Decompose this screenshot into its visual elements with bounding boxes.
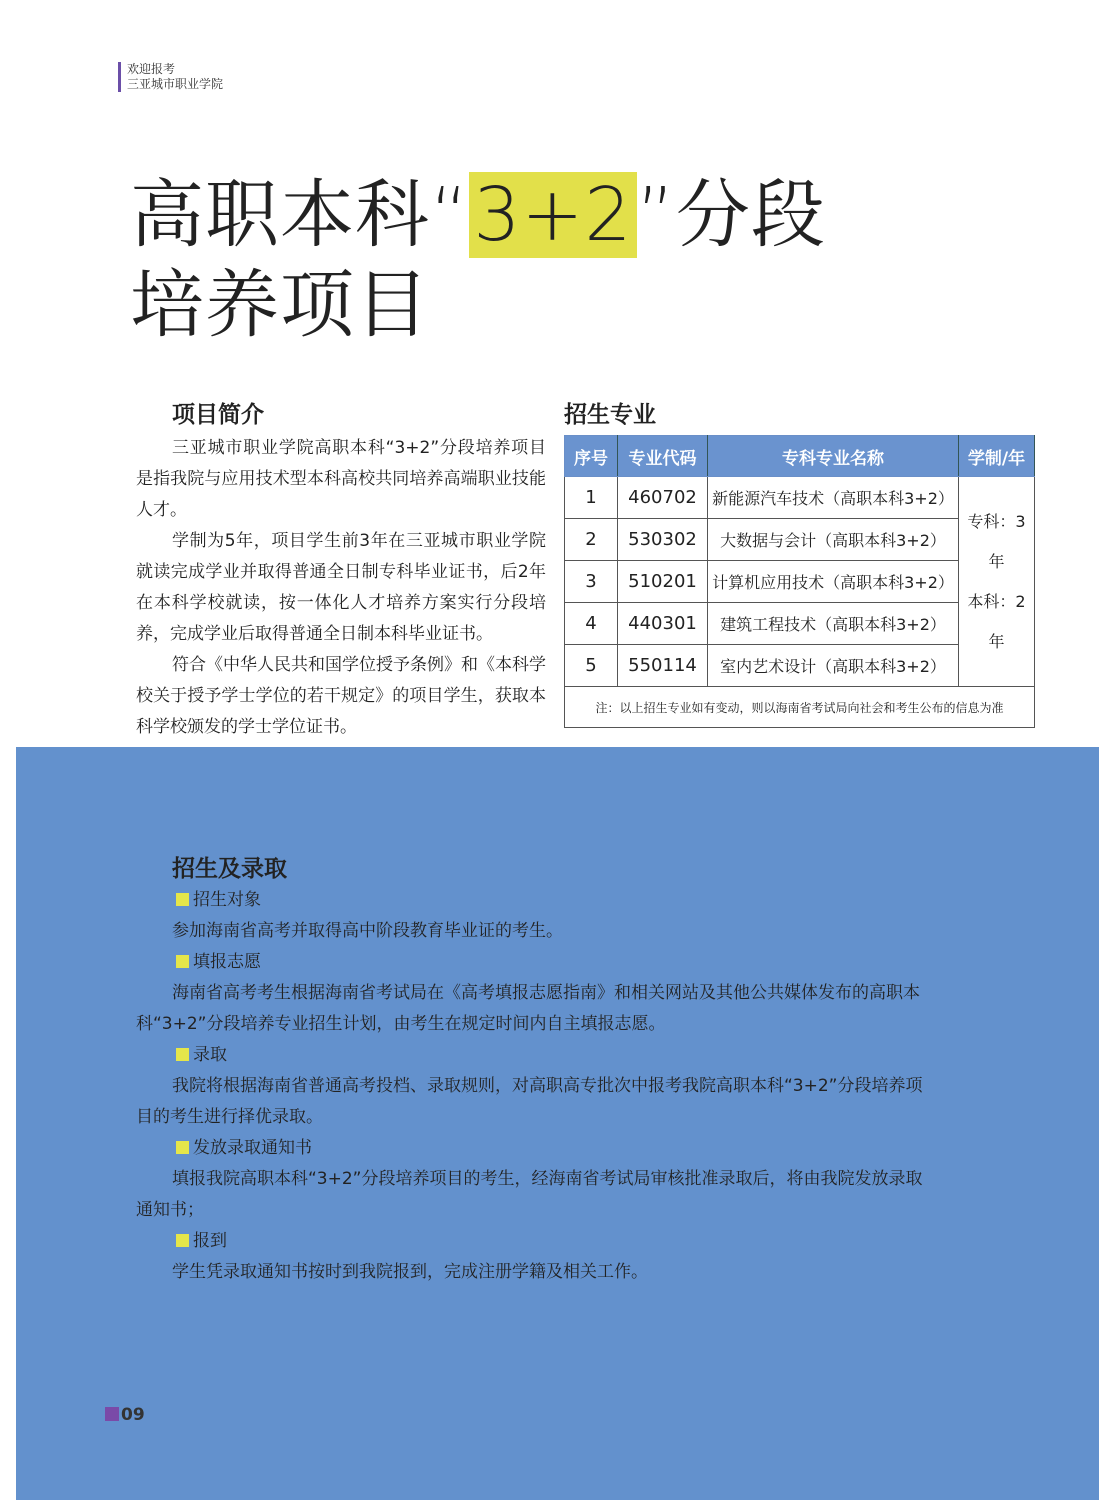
yellow-square-icon	[176, 1234, 189, 1247]
yellow-square-icon	[176, 955, 189, 968]
majors-heading: 招生专业	[564, 402, 656, 428]
table-header	[565, 436, 1035, 477]
duration-cell	[959, 477, 1035, 687]
subsection-text: 学生凭录取通知书按时到我院报到，完成注册学籍及相关工作。	[172, 1262, 648, 1282]
intro-section	[136, 396, 546, 743]
table-note: 注：以上招生专业如有变动，则以海南省考试局向社会和考生公布的信息为准	[565, 687, 1035, 728]
majors-table	[564, 435, 1035, 728]
duration-benke: 本科：2年	[967, 591, 1026, 651]
admission-heading: 招生及录取	[172, 856, 287, 882]
subsection-label: 发放录取通知书	[193, 1138, 312, 1158]
subsection-title	[176, 1133, 926, 1164]
brand-line2: 三亚城市职业学院	[127, 77, 224, 91]
table-row	[565, 477, 1035, 519]
yellow-square-icon	[176, 1048, 189, 1061]
subsection-text: 填报我院高职本科“3+2”分段培养项目的考生，经海南省考试局审核批准录取后，将由我院发放录取通知书；	[136, 1169, 923, 1220]
subsection-title	[176, 1226, 926, 1257]
cell: 4	[565, 603, 618, 645]
cell: 5	[565, 645, 618, 687]
subsection-label: 报到	[193, 1231, 227, 1251]
intro-heading: 项目简介	[172, 402, 264, 428]
subsection-text: 参加海南省高考并取得高中阶段教育毕业证的考生。	[172, 921, 563, 941]
title-part: 高职本科“	[130, 172, 470, 258]
purple-square-icon	[105, 1407, 119, 1421]
yellow-square-icon	[176, 1141, 189, 1154]
yellow-square-icon	[176, 893, 189, 906]
title-part: ”分段	[636, 172, 826, 258]
subsection-label: 录取	[193, 1045, 227, 1065]
col-header: 专业代码	[618, 436, 708, 477]
col-header: 专科专业名称	[708, 436, 959, 477]
col-header: 序号	[565, 436, 618, 477]
cell: 510201	[618, 561, 708, 603]
brand-line1: 欢迎报考	[127, 62, 176, 76]
cell: 室内艺术设计（高职本科3+2）	[708, 645, 959, 687]
subsection-text: 海南省高考考生根据海南省考试局在《高考填报志愿指南》和相关网站及其他公共媒体发布的高职本科“3+2”分段培养专业招生计划，由考生在规定时间内自主填报志愿。	[136, 983, 920, 1034]
cell: 550114	[618, 645, 708, 687]
duration-zhuanke: 专科：3年	[967, 511, 1026, 571]
subsection-title	[176, 947, 926, 978]
subsection-text: 我院将根据海南省普通高考投档、录取规则，对高职高专批次中报考我院高职本科“3+2”分段培养项目的考生进行择优录取。	[136, 1076, 923, 1127]
cell: 2	[565, 519, 618, 561]
cell: 460702	[618, 477, 708, 519]
subsection-title	[176, 885, 926, 916]
intro-paragraph: 学制为5年，项目学生前3年在三亚城市职业学院就读完成学业并取得普通全日制专科毕业证书，后2年在本科学校就读，按一体化人才培养方案实行分段培养，完成学业后取得普通全日制本科毕业证书。	[136, 531, 546, 644]
subsection-label: 招生对象	[193, 890, 261, 910]
majors-section	[564, 396, 1036, 728]
col-header: 学制/年	[959, 436, 1035, 477]
cell: 530302	[618, 519, 708, 561]
page-number-text: 09	[121, 1405, 145, 1425]
subsection-title	[176, 1040, 926, 1071]
cell: 大数据与会计（高职本科3+2）	[708, 519, 959, 561]
cell: 3	[565, 561, 618, 603]
cell: 440301	[618, 603, 708, 645]
intro-paragraph: 三亚城市职业学院高职本科“3+2”分段培养项目是指我院与应用技术型本科高校共同培养高端职业技能人才。	[136, 438, 546, 520]
title-line2: 培养项目	[130, 262, 430, 348]
subsection-label: 填报志愿	[193, 952, 261, 972]
page-number	[105, 1405, 145, 1425]
table-note-row	[565, 687, 1035, 728]
intro-paragraph: 符合《中华人民共和国学位授予条例》和《本科学校关于授予学士学位的若干规定》的项目学生，获取本科学校颁发的学士学位证书。	[136, 655, 546, 737]
title-highlight: 3+2	[469, 172, 636, 258]
admission-section	[136, 850, 926, 1288]
brand-header	[118, 62, 223, 92]
cell: 建筑工程技术（高职本科3+2）	[708, 603, 959, 645]
page-title	[130, 170, 826, 350]
cell: 计算机应用技术（高职本科3+2）	[708, 561, 959, 603]
cell: 1	[565, 477, 618, 519]
cell: 新能源汽车技术（高职本科3+2）	[708, 477, 959, 519]
